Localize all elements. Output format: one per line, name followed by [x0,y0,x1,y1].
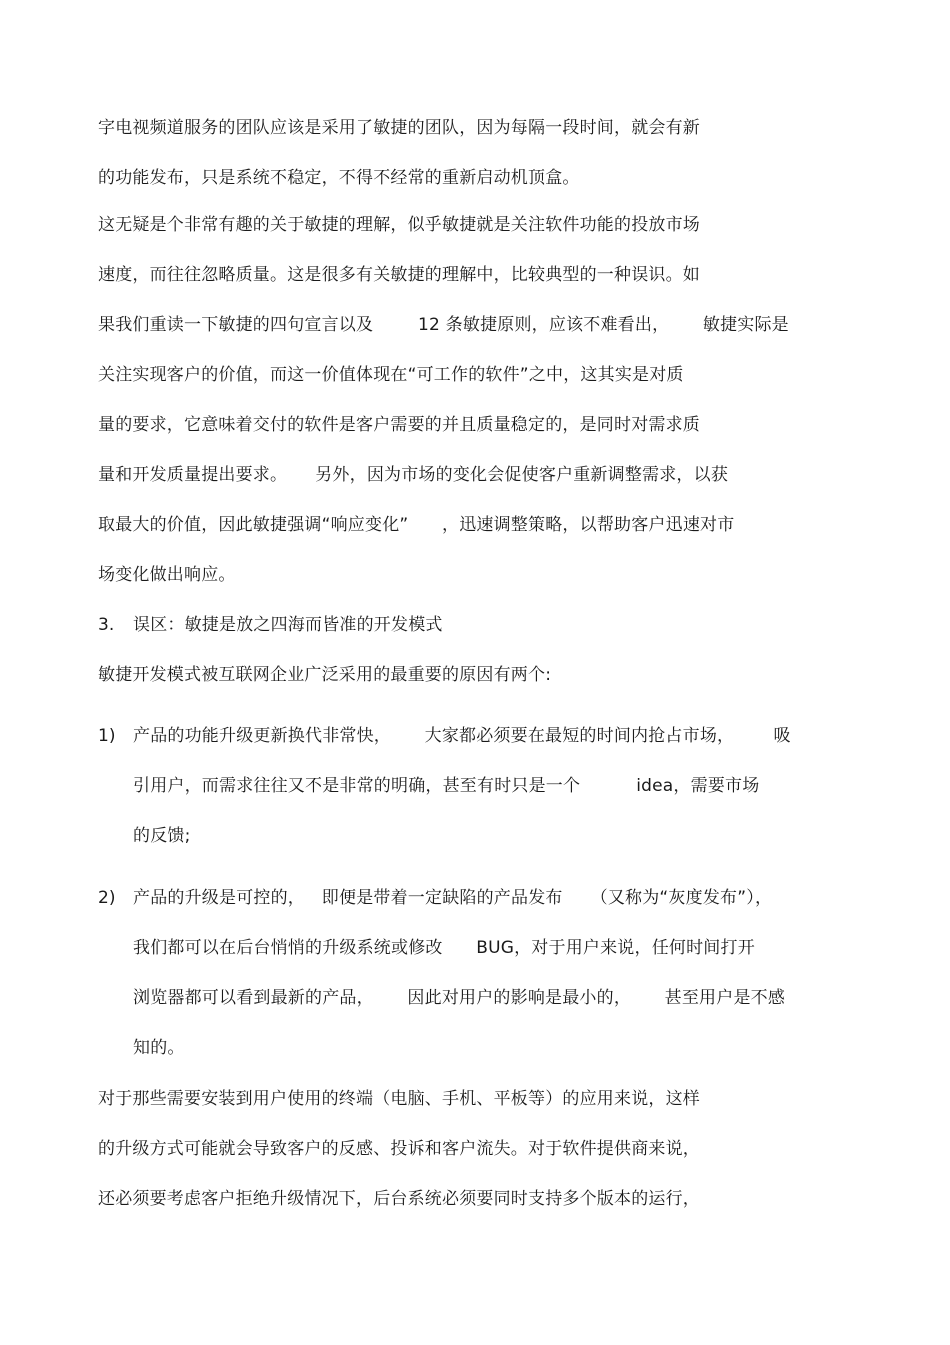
para3-line-3: 还必须要考虑客户拒绝升级情况下，后台系统必须要同时支持多个版本的运行， [98,1189,700,1209]
item2-line-4: 知的。 [133,1038,185,1058]
para3-line-1: 对于那些需要安装到用户使用的终端（电脑、手机、平板等）的应用来说，这样 [98,1089,700,1109]
item1-line-3: 的反馈; [133,826,191,846]
intro-line: 敏捷开发模式被互联网企业广泛采用的最重要的原因有两个: [98,665,552,685]
heading-3-number: 3. [98,615,115,635]
para2-line-4: 关注实现客户的价值，而这一价值体现在“可工作的软件”之中，这其实是对质 [98,365,684,385]
para3-line-2: 的升级方式可能就会导致客户的反感、投诉和客户流失。对于软件提供商来说， [98,1139,700,1159]
para2-line-6: 量和开发质量提出要求。 另外，因为市场的变化会促使客户重新调整需求，以获 [98,465,729,485]
item1-number: 1) [98,726,116,746]
item2-line-1: 产品的升级是可控的， 即便是带着一定缺陷的产品发布 （又称为“灰度发布”）， [133,888,773,908]
item2-line-2: 我们都可以在后台悄悄的升级系统或修改 BUG，对于用户来说，任何时间打开 [133,938,755,958]
para1-line-2: 的功能发布，只是系统不稳定，不得不经常的重新启动机顶盒。 [98,168,580,188]
item2-number: 2) [98,888,116,908]
item1-line-2: 引用户，而需求往往又不是非常的明确，甚至有时只是一个 idea，需要市场 [133,776,760,796]
para2-line-8: 场变化做出响应。 [98,565,236,585]
para2-line-2: 速度，而往往忽略质量。这是很多有关敏捷的理解中，比较典型的一种误识。如 [98,265,700,285]
para2-line-1: 这无疑是个非常有趣的关于敏捷的理解，似乎敏捷就是关注软件功能的投放市场 [98,215,700,235]
item1-line-1: 产品的功能升级更新换代非常快， 大家都必须要在最短的时间内抢占市场， 吸 [133,726,791,746]
para2-line-3: 果我们重读一下敏捷的四句宣言以及 12 条敏捷原则，应该不难看出， 敏捷实际是 [98,315,789,335]
para1-line-1: 字电视频道服务的团队应该是采用了敏捷的团队，因为每隔一段时间，就会有新 [98,118,700,138]
para2-line-7: 取最大的价值，因此敏捷强调“响应变化” ，迅速调整策略，以帮助客户迅速对市 [98,515,735,535]
item2-line-3: 浏览器都可以看到最新的产品， 因此对用户的影响是最小的， 甚至用户是不感 [133,988,786,1008]
para2-line-5: 量的要求，它意味着交付的软件是客户需要的并且质量稳定的，是同时对需求质 [98,415,700,435]
heading-3-text: 误区：敏捷是放之四海而皆准的开发模式 [133,615,443,635]
